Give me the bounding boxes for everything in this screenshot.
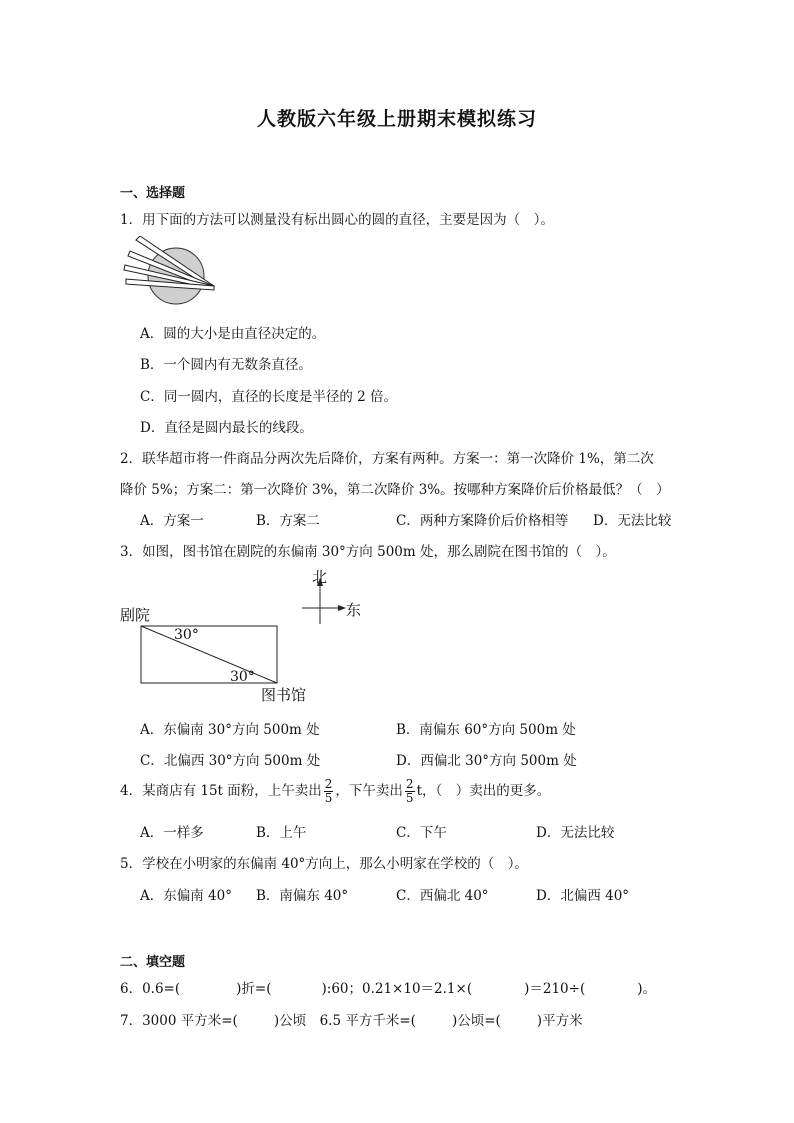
question-2-line-1: 2．联华超市将一件商品分两次先后降价，方案有两种。方案一：第一次降价 1%，第二次 — [120, 451, 654, 467]
q4-option-c[interactable]: C．下午 — [396, 825, 447, 841]
q2-option-a[interactable]: A．方案一 — [140, 513, 204, 529]
q4-frac1-denominator: 5 — [324, 791, 333, 805]
q1-option-c[interactable]: C．同一圆内，直径的长度是半径的 2 倍。 — [140, 389, 398, 405]
q2-option-b[interactable]: B．方案二 — [256, 513, 320, 529]
q1-option-d[interactable]: D．直径是圆内最长的线段。 — [140, 420, 313, 436]
q3-option-a[interactable]: A．东偏南 30°方向 500m 处 — [140, 722, 320, 738]
q4-fraction-1 — [324, 778, 334, 805]
question-3: 3．如图，图书馆在剧院的东偏南 30°方向 500m 处，那么剧院在图书馆的（ ）。 — [120, 544, 616, 560]
q4-option-d[interactable]: D．无法比较 — [536, 825, 615, 841]
q5-option-b[interactable]: B．南偏东 40° — [256, 888, 349, 904]
q6-part-5: )。 — [637, 981, 656, 997]
east-label: 东 — [346, 601, 362, 619]
q2-option-c[interactable]: C．两种方案降价后价格相等 — [396, 513, 569, 529]
q6-part-2: )折=( — [236, 981, 272, 997]
q4-text-part-3: t，（ ）卖出的更多。 — [416, 783, 551, 799]
page-title: 人教版六年级上册期末模拟练习 — [256, 108, 537, 130]
q3-option-b[interactable]: B．南偏东 60°方向 500m 处 — [396, 722, 576, 738]
north-label: 北 — [312, 568, 328, 586]
question-2-line-2: 降价 5%；方案二：第一次降价 3%，第二次降价 3%。按哪种方案降价后价格最低？（ ） — [120, 482, 670, 498]
library-label: 图书馆 — [261, 686, 307, 704]
direction-figure — [118, 566, 368, 708]
q1-option-a[interactable]: A．圆的大小是由直径决定的。 — [140, 326, 326, 342]
section-heading-choice: 一、选择题 — [120, 186, 186, 201]
q4-frac1-numerator: 2 — [324, 777, 333, 791]
q4-frac2-denominator: 5 — [405, 791, 414, 805]
q6-part-3: ):60；0.21×10＝2.1×( — [321, 981, 473, 997]
question-7 — [120, 1009, 583, 1029]
q7-part-3: )公顷=( — [451, 1013, 501, 1029]
diameter-measure-figure — [122, 236, 220, 310]
q7-part-4: )平方米 — [536, 1013, 583, 1029]
angle-label-2: 30° — [230, 669, 255, 685]
q4-text-part-2: ，下午卖出 — [335, 783, 403, 799]
q3-option-d[interactable]: D．西偏北 30°方向 500m 处 — [396, 753, 577, 769]
q4-option-a[interactable]: A．一样多 — [140, 825, 204, 841]
q4-fraction-2 — [405, 778, 415, 805]
q4-frac2-numerator: 2 — [405, 777, 414, 791]
question-1: 1．用下面的方法可以测量没有标出圆心的圆的直径，主要是因为（ ）。 — [120, 212, 554, 228]
q6-part-4: )＝210÷( — [524, 981, 586, 997]
question-5: 5．学校在小明家的东偏南 40°方向上，那么小明家在学校的（ ）。 — [120, 856, 529, 872]
q2-option-d[interactable]: D．无法比较 — [593, 513, 672, 529]
q3-option-c[interactable]: C．北偏西 30°方向 500m 处 — [140, 753, 321, 769]
question-6 — [120, 977, 656, 997]
q4-option-b[interactable]: B．上午 — [256, 825, 307, 841]
q7-part-1: 7．3000 平方米=( — [120, 1013, 238, 1029]
question-4 — [120, 776, 550, 806]
q5-option-c[interactable]: C．西偏北 40° — [396, 888, 489, 904]
q6-part-1: 6．0.6=( — [120, 981, 181, 997]
q1-option-b[interactable]: B．一个圆内有无数条直径。 — [140, 357, 312, 373]
q4-text-part-1: 4．某商店有 15t 面粉，上午卖出 — [120, 783, 322, 799]
q5-option-a[interactable]: A．东偏南 40° — [140, 888, 232, 904]
theater-label: 剧院 — [120, 606, 151, 624]
q5-option-d[interactable]: D．北偏西 40° — [536, 888, 630, 904]
q7-part-2: )公顷 6.5 平方千米=( — [273, 1013, 416, 1029]
section-heading-fill-blank: 二、填空题 — [120, 955, 186, 970]
angle-label-1: 30° — [174, 627, 199, 643]
